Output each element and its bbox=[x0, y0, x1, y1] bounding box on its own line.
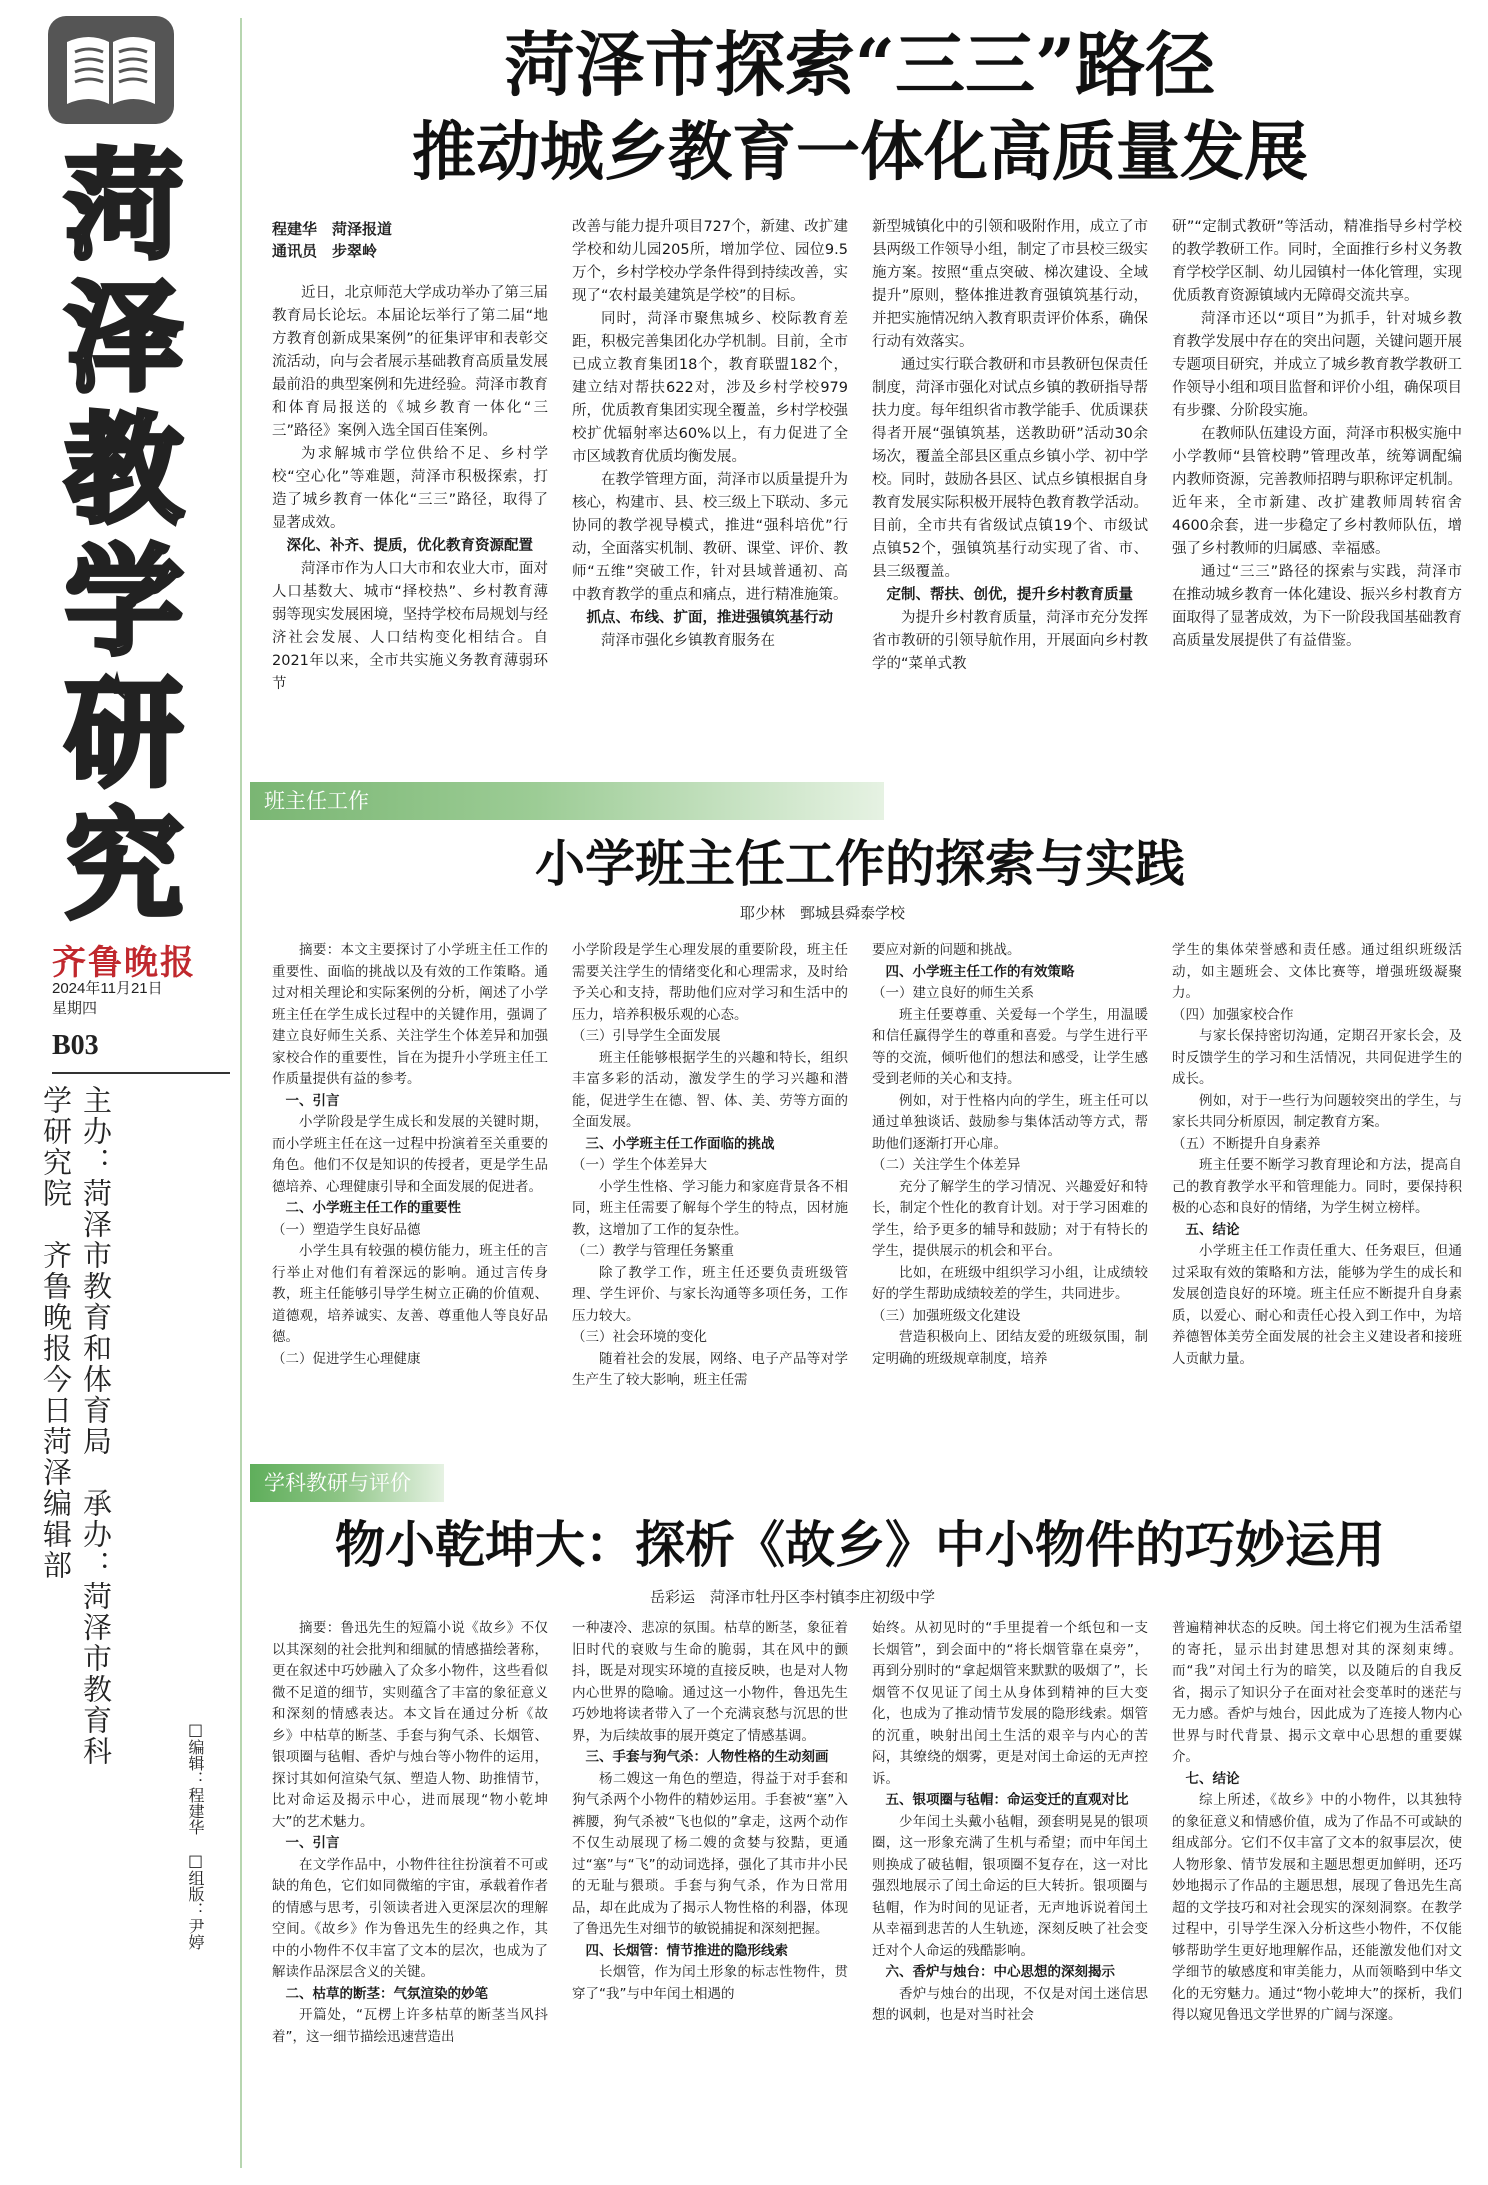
paragraph: （五）不断提升自身素养 bbox=[1172, 1135, 1321, 1152]
article1-col3 bbox=[872, 216, 1148, 770]
subheading: 二、枯草的断茎：气氛渲染的妙笔 bbox=[285, 1985, 488, 2002]
subheading: 五、结论 bbox=[1185, 1221, 1240, 1238]
article3-byline: 岳彩运 菏泽市牡丹区李村镇李庄初级中学 bbox=[650, 1588, 936, 1606]
article3-col1 bbox=[272, 1618, 548, 2170]
subheading: 六、香炉与烛台：中心思想的深刻揭示 bbox=[885, 1964, 1115, 1980]
subheading: 二、小学班主任工作的重要性 bbox=[285, 1200, 461, 1216]
subheading: 抓点、布线、扩面，推进强镇筑基行动 bbox=[586, 610, 833, 626]
subheading: 一、引言 bbox=[285, 1835, 340, 1851]
section-title-char: 研 bbox=[64, 665, 183, 803]
paragraph: 摘要：鲁迅先生的短篇小说《故乡》不仅以其深刻的社会批判和细腻的情感描绘著称，更在叙述中巧妙融入了众多小物件，这些看似微不足道的细节，实则蕴含了丰富的象征意义和深刻的情感表达。本文旨在通过分析《故乡》中枯草的断茎、手套与狗气杀、长烟管、银项圈与毡帽、香炉与烛台等小物件的运用，探讨其如何渲染气氛、塑造人物、助推情节，比对命运及揭示中心，进而展现“物小乾坤大”的艺术魅力。 bbox=[272, 1620, 548, 1830]
paragraph: 要应对新的问题和挑战。 bbox=[872, 942, 1021, 958]
article2-col3 bbox=[872, 940, 1148, 1426]
paragraph: 一种凄冷、悲凉的氛围。枯草的断茎，象征着旧时代的衰败与生命的脆弱，其在风中的颤抖，既是对现实环境的直接反映，也是对人物内心世界的隐喻。通过这一小物件，鲁迅先生巧妙地将读者带入了一个充满哀愁与沉思的世界，为后续故事的展开奠定了情感基调。 bbox=[572, 1620, 848, 1744]
book-icon bbox=[48, 16, 174, 124]
subheading: 五、银项圈与毡帽：命运变迁的直观对比 bbox=[885, 1792, 1129, 1808]
subheading: 三、小学班主任工作面临的挑战 bbox=[585, 1135, 775, 1152]
paragraph: 始终。从初见时的“手里提着一个纸包和一支长烟管”，到会面中的“将长烟管靠在桌旁”，再到分别时的“拿起烟管来默默的吸烟了”，长烟管不仅见证了闰土从身体到精神的巨大变化，也成为了推动情节发展的隐形线索。烟管的沉重，映射出闰土生活的艰辛与内心的苦闷，其缭绕的烟雾，更是对闰土命运的无声控诉。 bbox=[872, 1620, 1148, 1787]
paragraph: 为提升乡村教育质量，菏泽市充分发挥省市教研的引领导航作用，开展面向乡村教学的“菜单式教 bbox=[872, 610, 1148, 672]
paragraph: （三）加强班级文化建设 bbox=[872, 1307, 1021, 1324]
paragraph: （四）加强家校合作 bbox=[1172, 1006, 1294, 1023]
paragraph: 班主任能够根据学生的兴趣和特长，组织丰富多彩的活动，激发学生的学习兴趣和潜能，促进学生在德、智、体、美、劳等方面的全面发展。 bbox=[572, 1049, 848, 1130]
paragraph: 班主任要不断学习教育理论和方法，提高自己的教育教学水平和管理能力。同时，要保持积极的心态和良好的情绪，为学生树立榜样。 bbox=[1172, 1157, 1462, 1216]
paragraph: （二）关注学生个体差异 bbox=[872, 1157, 1021, 1173]
paragraph: 改善与能力提升项目727个，新建、改扩建学校和幼儿园205所，增加学位、园位9.5万个，乡村学校办学条件得到持续改善，实现了“农村最美建筑是学校”的目标。 bbox=[572, 219, 848, 304]
paragraph: 充分了解学生的学习情况、兴趣爱好和特长，制定个性化的教育计划。对于学习困难的学生，给予更多的辅导和鼓励；对于有特长的学生，提供展示的机会和平台。 bbox=[872, 1178, 1148, 1259]
article2-byline: 耶少林 鄄城县舜泰学校 bbox=[740, 904, 906, 922]
paragraph: 少年闰土头戴小毡帽，颈套明晃晃的银项圈，这一形象充满了生机与希望；而中年闰土则换成了破毡帽，银项圈不复存在，这一对比强烈地展示了闰土命运的巨大转折。银项圈与毡帽，作为时间的见证者，无声地诉说着闰土从幸福到悲苦的人生轨迹，深刻反映了社会变迁对个人命运的残酷影响。 bbox=[872, 1813, 1148, 1959]
article2-col1 bbox=[272, 940, 548, 1426]
subheading: 一、引言 bbox=[285, 1092, 340, 1109]
paragraph: 小学班主任工作责任重大、任务艰巨，但通过采取有效的策略和方法，能够为学生的成长和发展创造良好的环境。班主任应不断提升自身素质，以爱心、耐心和责任心投入到工作中，为培养德智体美劳全面发展的社会主义建设者和接班人贡献力量。 bbox=[1172, 1243, 1462, 1367]
paragraph: 除了教学工作，班主任还要负责班级管理、学生评价、与家长沟通等多项任务，工作压力较大。 bbox=[572, 1264, 848, 1324]
sponsor-info: 主办：菏泽市教育和体育局 承办：菏泽市教育科学研究院 齐鲁晚报今日菏泽编辑部 bbox=[39, 1085, 113, 1767]
paragraph: （三）引导学生全面发展 bbox=[572, 1028, 721, 1044]
section-title-char: 泽 bbox=[64, 269, 183, 407]
paragraph: 与家长保持密切沟通，定期召开家长会，及时反馈学生的学习和生活情况，共同促进学生的成长。 bbox=[1172, 1028, 1462, 1087]
paragraph: 长烟管，作为闰土形象的标志性物件，贯穿了“我”与中年闰土相遇的 bbox=[572, 1964, 848, 2002]
page-number: B03 bbox=[52, 1030, 99, 1061]
paragraph: 菏泽市强化乡镇教育服务在 bbox=[601, 633, 775, 649]
section-title-char: 学 bbox=[64, 533, 183, 671]
paragraph: 普遍精神状态的反映。闰土将它们视为生活希望的寄托，显示出封建思想对其的深刻束缚。而“我”对闰土行为的暗笑，以及随后的自我反省，揭示了知识分子在面对社会变革时的迷茫与无力感。香炉与烛台，因此成为了连接人物内心世界与时代背景、揭示文章中心思想的重要媒介。 bbox=[1172, 1620, 1462, 1765]
paragraph: 小学阶段是学生成长和发展的关键时期，而小学班主任在这一过程中扮演着至关重要的角色。他们不仅是知识的传授者，更是学生品德培养、心理健康引导和全面发展的促进者。 bbox=[272, 1114, 548, 1195]
article3-headline: 物小乾坤大：探析《故乡》中小物件的巧妙运用 bbox=[335, 1515, 1385, 1574]
paragraph: 在教师队伍建设方面，菏泽市积极实施中小学教师“县管校聘”管理改革，统筹调配编内教师资源，完善教师招聘与职称评定机制。近年来，全市新建、改扩建教师周转宿舍4600余套，进一步稳定了乡村教师队伍，增强了乡村教师的归属感、幸福感。 bbox=[1172, 426, 1462, 557]
paragraph: 菏泽市还以“项目”为抓手，针对城乡教育教学发展中存在的突出问题，关键问题开展专题项目研究，并成立了城乡教育教学教研工作领导小组和项目监督和评价小组，确保项目有步骤、分阶段实施。 bbox=[1172, 311, 1462, 419]
paragraph: （二）教学与管理任务繁重 bbox=[572, 1243, 734, 1259]
sidebar-divider bbox=[52, 1072, 230, 1074]
paragraph: 例如，对于性格内向的学生，班主任可以通过单独谈话、鼓励参与集体活动等方式，帮助他们逐渐打开心扉。 bbox=[872, 1092, 1148, 1152]
paragraph: 小学生性格、学习能力和家庭背景各不相同，班主任需要了解每个学生的特点，因材施教，这增加了工作的复杂性。 bbox=[572, 1178, 848, 1238]
paragraph: （三）社会环境的变化 bbox=[572, 1329, 707, 1345]
article1-byline-correspondent: 通讯员 步翠岭 bbox=[272, 242, 378, 260]
paragraph: 通过“三三”路径的探索与实践，菏泽市在推动城乡教育一体化建设、振兴乡村教育方面取得了显著成效，为下一阶段我国基础教育高质量发展提供了有益借鉴。 bbox=[1172, 564, 1462, 649]
subheading: 四、小学班主任工作的有效策略 bbox=[885, 963, 1075, 980]
paragraph: （一）建立良好的师生关系 bbox=[872, 985, 1034, 1001]
paragraph: 营造积极向上、团结友爱的班级氛围，制定明确的班级规章制度，培养 bbox=[872, 1329, 1148, 1367]
paragraph: 小学阶段是学生心理发展的重要阶段，班主任需要关注学生的情绪变化和心理需求，及时给予关心和支持，帮助他们应对学习和生活中的压力，培养积极乐观的心态。 bbox=[572, 942, 848, 1023]
article1-headline1: 菏泽市探索“三三”路径 bbox=[504, 23, 1216, 106]
paragraph: 例如，对于一些行为问题较突出的学生，与家长共同分析原因，制定教育方案。 bbox=[1172, 1092, 1462, 1130]
section-title-char: 究 bbox=[64, 797, 183, 935]
page-frame-line bbox=[240, 18, 242, 2168]
editor-credits: □编辑：程建华 □组版：尹婷 bbox=[186, 1720, 205, 1950]
paragraph: 新型城镇化中的引领和吸附作用，成立了市县两级工作领导小组，制定了市县校三级实施方案。按照“重点突破、梯次建设、全域提升”原则，整体推进教育强镇筑基行动，并把实施情况纳入教育职责评价体系，确保行动有效落实。 bbox=[872, 219, 1148, 350]
paragraph: （二）促进学生心理健康 bbox=[272, 1350, 421, 1367]
paragraph: 研”“定制式教研”等活动，精准指导乡村学校的教学教研工作。同时，全面推行乡村义务教育学校学区制、幼儿园镇村一体化管理，实现优质教育资源镇域内无障碍交流共享。 bbox=[1172, 219, 1462, 304]
paragraph: （一）学生个体差异大 bbox=[572, 1157, 707, 1173]
paragraph: 为求解城市学位供给不足、乡村学校“空心化”等难题，菏泽市积极探索，打造了城乡教育一体化“三三”路径，取得了显著成效。 bbox=[272, 446, 548, 531]
article1-byline-reporter: 程建华 菏泽报道 bbox=[272, 220, 393, 238]
paragraph: 同时，菏泽市聚焦城乡、校际教育差距，积极完善集团化办学机制。目前，全市已成立教育集团18个，教育联盟182个，建立结对帮扶622对，涉及乡村学校979所，优质教育集团实现全覆盖，乡村学校强校扩优辐射率达60%以上，有力促进了全市区域教育优质均衡发展。 bbox=[572, 311, 848, 465]
paragraph: 通过实行联合教研和市县教研包保责任制度，菏泽市强化对试点乡镇的教研指导帮扶力度。每年组织省市教学能手、优质课获得者开展“强镇筑基，送教助研”活动30余场次，覆盖全部县区重点乡镇小学、初中学校。同时，鼓励各县区、试点乡镇根据自身教育发展实际积极开展特色教育教学活动。目前，全市共有省级试点镇19个、市级试点镇52个，强镇筑基行动实现了省、市、县三级覆盖。 bbox=[872, 357, 1148, 580]
article3-col2 bbox=[572, 1618, 848, 2170]
subheading: 七、结论 bbox=[1185, 1770, 1240, 1787]
newspaper-logo: 齐鲁晚报 bbox=[52, 943, 196, 983]
article2-col2 bbox=[572, 940, 848, 1426]
article2-col4 bbox=[1172, 940, 1462, 1426]
article3-section-tag: 学科教研与评价 bbox=[250, 1464, 444, 1502]
sidebar bbox=[0, 0, 238, 2185]
paragraph: 小学生具有较强的模仿能力，班主任的言行举止对他们有着深远的影响。通过言传身教，班主任能够引导学生树立正确的价值观、道德观，培养诚实、友善、尊重他人等良好品德。 bbox=[272, 1243, 548, 1345]
paragraph: 杨二嫂这一角色的塑造，得益于对手套和狗气杀两个小物件的精妙运用。手套被“塞”入裤腰，狗气杀被“飞也似的”拿走，这两个动作不仅生动展现了杨二嫂的贪婪与狡黠，更通过“塞”与“飞”的动词选择，强化了其市井小民的无耻与猥琐。手套与狗气杀，作为日常用品，却在此成为了揭示人物性格的利器，体现了鲁迅先生对细节的敏锐捕捉和深刻把握。 bbox=[572, 1770, 848, 1937]
issue-weekday: 星期四 bbox=[52, 1000, 98, 1017]
article2-headline: 小学班主任工作的探索与实践 bbox=[535, 834, 1185, 893]
article1-col1 bbox=[272, 282, 548, 770]
paragraph: 班主任要尊重、关爱每一个学生，用温暖和信任赢得学生的尊重和喜爱。与学生进行平等的交流，倾听他们的想法和感受，让学生感受到老师的关心和支持。 bbox=[872, 1006, 1148, 1087]
subheading: 深化、补齐、提质，优化教育资源配置 bbox=[286, 538, 533, 554]
section-title bbox=[54, 137, 194, 935]
article1-headline2: 推动城乡教育一体化高质量发展 bbox=[412, 115, 1308, 190]
paragraph: 比如，在班级中组织学习小组，让成绩较好的学生帮助成绩较差的学生，共同进步。 bbox=[872, 1264, 1148, 1302]
section-title-char: 教 bbox=[64, 401, 183, 539]
paragraph: 近日，北京师范大学成功举办了第三届教育局长论坛。本届论坛举行了第二届“地方教育创新成果案例”的征集评审和表彰交流活动，向与会者展示基础教育高质量发展最前沿的典型案例和先进经验。菏泽市教育和体育局报送的《城乡教育一体化“三三”路径》案例入选全国百佳案例。 bbox=[272, 285, 548, 439]
paragraph: 学生的集体荣誉感和责任感。通过组织班级活动，如主题班会、文体比赛等，增强班级凝聚力。 bbox=[1172, 942, 1462, 1001]
paragraph: 摘要：本文主要探讨了小学班主任工作的重要性、面临的挑战以及有效的工作策略。通过对相关理论和实际案例的分析，阐述了小学班主任在学生成长过程中的关键作用，强调了建立良好师生关系、关注学生个体差异和加强家校合作的重要性，旨在为提升小学班主任工作质量提供有益的参考。 bbox=[272, 942, 548, 1087]
subheading: 四、长烟管：情节推进的隐形线索 bbox=[585, 1942, 788, 1959]
paragraph: 菏泽市作为人口大市和农业大市，面对人口基数大、城市“择校热”、乡村教育薄弱等现实发展困境，坚持学校布局规划与经济社会发展、人口结构变化相结合。自2021年以来，全市共实施义务教育薄弱环节 bbox=[272, 561, 548, 692]
paragraph: 综上所述，《故乡》中的小物件，以其独特的象征意义和情感价值，成为了作品不可或缺的组成部分。它们不仅丰富了文本的叙事层次，使人物形象、情节发展和主题思想更加鲜明，还巧妙地揭示了作品的主题思想，展现了鲁迅先生高超的文学技巧和对社会现实的深刻洞察。在教学过程中，引导学生深入分析这些小物件，不仅能够帮助学生更好地理解作品，还能激发他们对文学细节的敏感度和审美能力，从而领略到中华文化的无穷魅力。通过“物小乾坤大”的探析，我们得以窥见鲁迅文学世界的广阔与深邃。 bbox=[1172, 1792, 1462, 2023]
article1-col2 bbox=[572, 216, 848, 770]
paragraph: 开篇处，“瓦楞上许多枯草的断茎当风抖着”，这一细节描绘迅速营造出 bbox=[272, 2007, 548, 2045]
article3-col3 bbox=[872, 1618, 1148, 2170]
article1-col4 bbox=[1172, 216, 1462, 770]
subheading: 定制、帮扶、创优，提升乡村教育质量 bbox=[886, 587, 1133, 603]
subheading: 三、手套与狗气杀：人物性格的生动刻画 bbox=[585, 1749, 829, 1765]
paragraph: 香炉与烛台的出现，不仅是对闰土迷信思想的讽刺，也是对当时社会 bbox=[872, 1985, 1148, 2023]
paragraph: 随着社会的发展，网络、电子产品等对学生产生了较大影响，班主任需 bbox=[572, 1350, 848, 1388]
article3-col4 bbox=[1172, 1618, 1462, 2170]
article2-section-tag: 班主任工作 bbox=[250, 782, 884, 820]
paragraph: 在教学管理方面，菏泽市以质量提升为核心，构建市、县、校三级上下联动、多元协同的教学视导模式，推进“强科培优”行动，全面落实机制、教研、课堂、评价、教师“五维”突破工作，针对县域普通初、高中教育教学的重点和痛点，进行精准施策。 bbox=[572, 472, 848, 603]
paragraph: （一）塑造学生良好品德 bbox=[272, 1221, 421, 1238]
paragraph: 在文学作品中，小物件往往扮演着不可或缺的角色，它们如同微缩的宇宙，承载着作者的情感与思考，引领读者进入更深层次的理解空间。《故乡》作为鲁迅先生的经典之作，其中的小物件不仅丰富了文本的层次，也成为了解读作品深层含义的关键。 bbox=[272, 1856, 548, 1980]
issue-date: 2024年11月21日 bbox=[52, 980, 163, 997]
section-title-char: 菏 bbox=[64, 137, 183, 275]
